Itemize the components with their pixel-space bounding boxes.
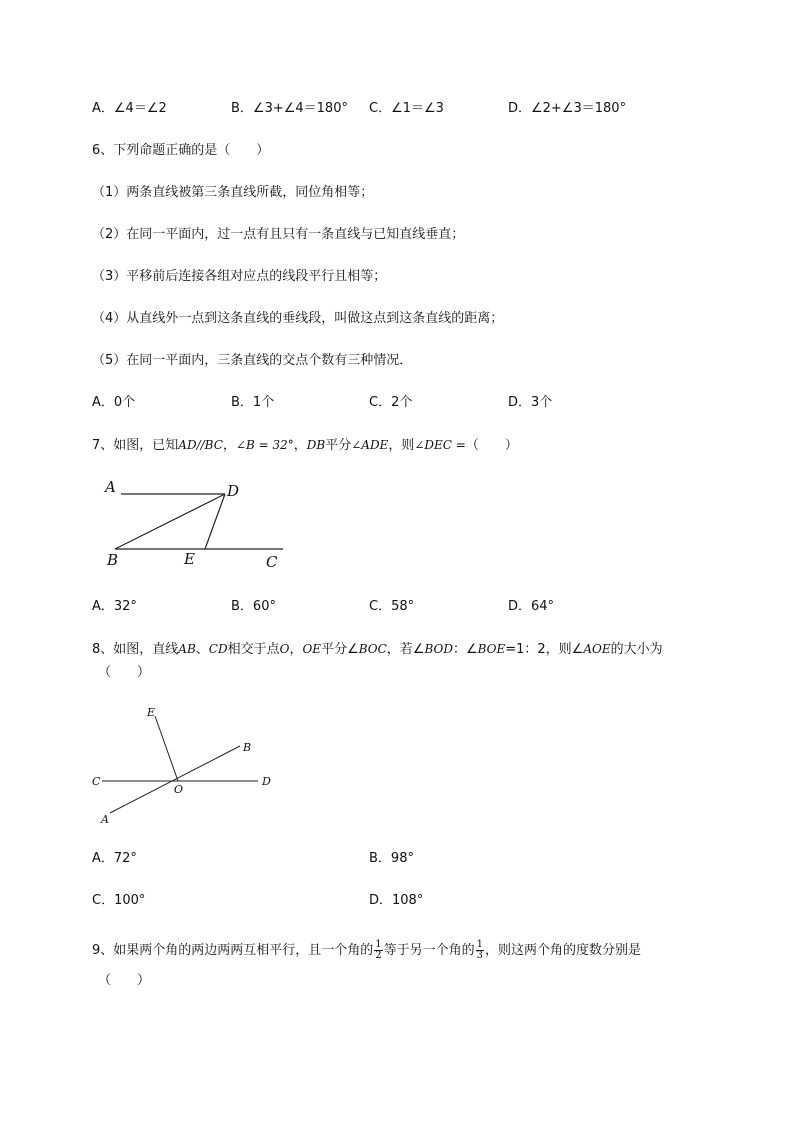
q7-option-b: B．60° [231, 599, 276, 614]
q6-item-5: （5）在同一平面内，三条直线的交点个数有三种情况． [92, 353, 413, 368]
q8-answer-blank: （ ） [98, 665, 151, 680]
q8-label-c: C [92, 775, 101, 788]
q7-prefix: 7、如图，已知 [92, 438, 179, 453]
q9-t2: 等于另一个角的 [383, 943, 475, 958]
q8-ray-oe [155, 716, 178, 781]
q7-mid: 平分 [325, 438, 352, 453]
q9-t3: ，则这两个角的度数分别是 [485, 943, 642, 958]
q9-fraction-third [476, 940, 484, 961]
q8-t1: 相交于点 [227, 642, 280, 657]
q8-angle-bod: BOD [424, 642, 453, 656]
q6-item-4: （4）从直线外一点到这条直线的垂线段，叫做这点到这条直线的距离； [92, 311, 504, 326]
q8-line-cd: CD [208, 642, 228, 656]
q6-item-3: （3）平移前后连接各组对应点的线段平行且相等； [92, 269, 387, 284]
q7-cond-angle-b: ∠B = 32° [235, 438, 294, 452]
q8-t2: ， [289, 642, 303, 657]
q7-label-a: A [105, 478, 116, 496]
q7-cond-ade: ∠ADE [351, 438, 389, 452]
q9-fraction-half-numerator: 1 [375, 939, 382, 950]
q9-answer-blank: （ ） [98, 973, 151, 988]
q8-t4: ，若∠ [386, 642, 425, 657]
q8-label-o: O [174, 783, 184, 796]
q6-option-c: C．2个 [369, 395, 413, 410]
q6-option-a: A．0个 [92, 395, 136, 410]
q9-stem [92, 940, 641, 961]
q7-cond-db: DB [306, 438, 326, 452]
q7-figure [95, 476, 295, 576]
q8-option-b: B．98° [369, 851, 414, 866]
q8-line-ab [110, 746, 240, 813]
q7-label-b: B [107, 551, 119, 569]
q6-stem: 6、下列命题正确的是（ ） [92, 143, 270, 158]
q7-label-c: C [266, 553, 278, 571]
q8-figure [88, 700, 288, 830]
q8-t3: 平分∠ [321, 642, 359, 657]
q8-ray-oe: OE [302, 642, 322, 656]
q5-option-b: B．∠3+∠4＝180° [231, 101, 348, 116]
q7-cond-dec: ∠DEC = [414, 438, 466, 452]
q6-item-1: （1）两条直线被第三条直线所截，同位角相等； [92, 185, 374, 200]
q9-fraction-half [374, 940, 382, 961]
q8-stem [92, 640, 663, 659]
q8-option-c: C．100° [92, 893, 146, 908]
q5-option-a: A．∠4＝∠2 [92, 101, 167, 116]
q8-t6: =1：2，则∠ [505, 642, 584, 657]
q8-sep: 、 [195, 642, 209, 657]
q8-point-o: O [279, 642, 290, 656]
q9-fraction-half-denominator: 2 [375, 950, 382, 961]
q8-label-e: E [147, 706, 156, 719]
q6-option-b: B．1个 [231, 395, 275, 410]
q8-t7: 的大小为 [610, 642, 663, 657]
q8-label-a: A [101, 813, 109, 826]
q8-label-d: D [262, 775, 271, 788]
q7-end: （ ） [465, 438, 518, 453]
q7-label-e: E [184, 550, 195, 568]
q7-option-a: A．32° [92, 599, 137, 614]
q7-option-c: C．58° [369, 599, 415, 614]
q5-option-c: C．∠1＝∠3 [369, 101, 444, 116]
q8-angle-aoe: AOE [583, 642, 611, 656]
q9-t1: 9、如果两个角的两边两两互相平行，且一个角的 [92, 943, 374, 958]
q7-cond-parallel: AD//BC [178, 438, 223, 452]
q8-angle-boc: BOC [358, 642, 387, 656]
q8-label-b: B [243, 741, 252, 754]
q7-sep1: ， [222, 438, 236, 453]
q7-mid2: ，则 [388, 438, 415, 453]
q7-sep2: ， [293, 438, 307, 453]
q9-fraction-third-numerator: 1 [476, 939, 484, 950]
q8-prefix: 8、如图，直线 [92, 642, 179, 657]
q6-option-d: D．3个 [508, 395, 553, 410]
q8-line-ab: AB [178, 642, 196, 656]
q5-option-d: D．∠2+∠3＝180° [508, 101, 627, 116]
q6-item-2: （2）在同一平面内，过一点有且只有一条直线与已知直线垂直； [92, 227, 465, 242]
q7-stem [92, 436, 518, 455]
q9-fraction-third-denominator: 3 [476, 950, 484, 961]
q7-label-d: D [227, 482, 240, 500]
q8-angle-boe: BOE [477, 642, 506, 656]
q8-option-a: A．72° [92, 851, 137, 866]
q8-option-d: D．108° [369, 893, 424, 908]
q7-option-d: D．64° [508, 599, 555, 614]
q8-t5: ：∠ [452, 642, 478, 657]
